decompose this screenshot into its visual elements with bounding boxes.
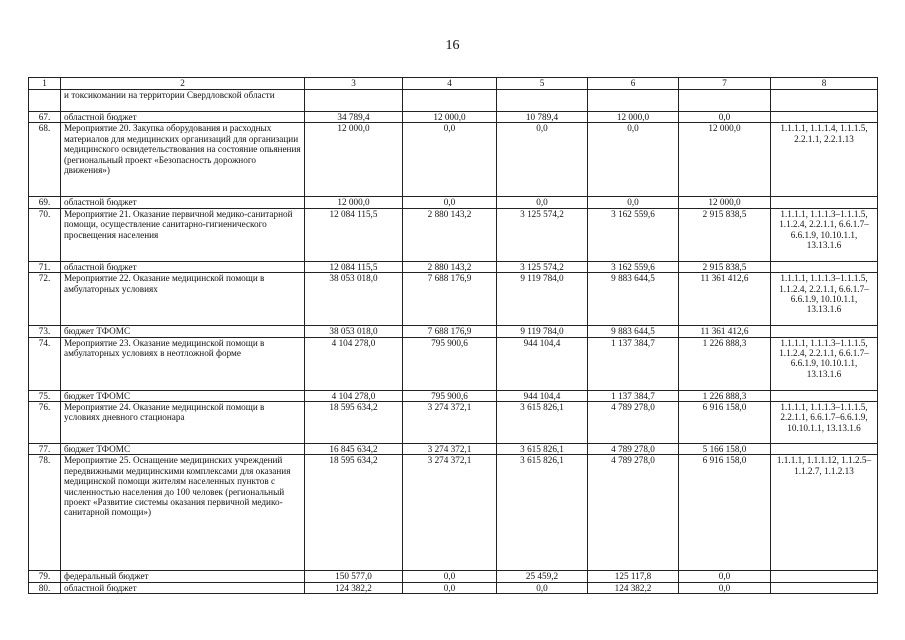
- target-indicators-cell: 1.1.1.1, 1.1.1.4, 1.1.1.5, 2.2.1.1, 2.2.1.13: [771, 123, 878, 197]
- amount-cell: 3 274 372,1: [403, 455, 497, 571]
- row-number-cell: 78.: [29, 455, 61, 571]
- amount-cell: 38 053 018,0: [305, 326, 403, 337]
- amount-cell: 11 361 412,6: [679, 326, 771, 337]
- amount-cell: 1 137 384,7: [588, 390, 679, 401]
- amount-cell: 3 274 372,1: [403, 402, 497, 444]
- amount-cell: 0,0: [403, 197, 497, 208]
- table-row: [29, 208, 878, 261]
- target-indicators-cell: [771, 112, 878, 123]
- target-indicators-cell: [771, 90, 878, 112]
- row-number-cell: 76.: [29, 402, 61, 444]
- amount-cell: 9 119 784,0: [497, 273, 588, 326]
- amount-cell: 9 883 644,5: [588, 326, 679, 337]
- row-number-cell: 73.: [29, 326, 61, 337]
- row-number-cell: 69.: [29, 197, 61, 208]
- amount-cell: 12 000,0: [403, 112, 497, 123]
- amount-cell: 2 880 143,2: [403, 208, 497, 261]
- description-cell: областной бюджет: [61, 112, 305, 123]
- amount-cell: [679, 90, 771, 112]
- amount-cell: [588, 90, 679, 112]
- table-row: [29, 326, 878, 337]
- table-row: [29, 455, 878, 571]
- amount-cell: 12 000,0: [305, 197, 403, 208]
- table-row: [29, 261, 878, 272]
- table-row: [29, 402, 878, 444]
- row-number-cell: 80.: [29, 582, 61, 593]
- amount-cell: 4 789 278,0: [588, 444, 679, 455]
- amount-cell: 125 117,8: [588, 571, 679, 582]
- row-number-cell: [29, 90, 61, 112]
- table-row: [29, 112, 878, 123]
- amount-cell: 7 688 176,9: [403, 326, 497, 337]
- amount-cell: 1 226 888,3: [679, 390, 771, 401]
- target-indicators-cell: [771, 326, 878, 337]
- description-cell: федеральный бюджет: [61, 571, 305, 582]
- amount-cell: 944 104,4: [497, 390, 588, 401]
- target-indicators-cell: [771, 261, 878, 272]
- amount-cell: 5 166 158,0: [679, 444, 771, 455]
- amount-cell: 12 000,0: [305, 123, 403, 197]
- header-cell: 5: [497, 78, 588, 90]
- amount-cell: 4 789 278,0: [588, 455, 679, 571]
- target-indicators-cell: 1.1.1.1, 1.1.1.3–1.1.1.5, 1.1.2.4, 2.2.1.1, 6.6.1.7–6.6.1.9, 10.10.1.1, 13.13.1.6: [771, 337, 878, 390]
- header-cell: 8: [771, 78, 878, 90]
- amount-cell: [497, 90, 588, 112]
- header-cell: 2: [61, 78, 305, 90]
- amount-cell: 10 789,4: [497, 112, 588, 123]
- amount-cell: 3 125 574,2: [497, 261, 588, 272]
- amount-cell: 12 000,0: [588, 112, 679, 123]
- amount-cell: 1 137 384,7: [588, 337, 679, 390]
- amount-cell: 3 162 559,6: [588, 261, 679, 272]
- amount-cell: 12 000,0: [679, 197, 771, 208]
- description-cell: Мероприятие 22. Оказание медицинской помощи в амбулаторных условиях: [61, 273, 305, 326]
- row-number-cell: 67.: [29, 112, 61, 123]
- row-number-cell: 79.: [29, 571, 61, 582]
- table-row: [29, 90, 878, 112]
- target-indicators-cell: [771, 582, 878, 593]
- amount-cell: [305, 90, 403, 112]
- amount-cell: 9 119 784,0: [497, 326, 588, 337]
- row-number-cell: 71.: [29, 261, 61, 272]
- amount-cell: 0,0: [403, 571, 497, 582]
- amount-cell: 3 125 574,2: [497, 208, 588, 261]
- amount-cell: 2 915 838,5: [679, 261, 771, 272]
- amount-cell: 18 595 634,2: [305, 402, 403, 444]
- amount-cell: 9 883 644,5: [588, 273, 679, 326]
- amount-cell: 150 577,0: [305, 571, 403, 582]
- amount-cell: 0,0: [497, 582, 588, 593]
- budget-table: [28, 77, 878, 594]
- target-indicators-cell: 1.1.1.1, 1.1.1.3–1.1.1.5, 2.2.1.1, 6.6.1.7–6.6.1.9, 10.10.1.1, 13.13.1.6: [771, 402, 878, 444]
- table-row: [29, 571, 878, 582]
- amount-cell: 795 900,6: [403, 390, 497, 401]
- amount-cell: [403, 90, 497, 112]
- amount-cell: 944 104,4: [497, 337, 588, 390]
- row-number-cell: 75.: [29, 390, 61, 401]
- amount-cell: 7 688 176,9: [403, 273, 497, 326]
- amount-cell: 12 084 115,5: [305, 261, 403, 272]
- amount-cell: 0,0: [497, 197, 588, 208]
- amount-cell: 1 226 888,3: [679, 337, 771, 390]
- row-number-cell: 68.: [29, 123, 61, 197]
- amount-cell: 16 845 634,2: [305, 444, 403, 455]
- table-row: [29, 390, 878, 401]
- table-row: [29, 444, 878, 455]
- row-number-cell: 74.: [29, 337, 61, 390]
- amount-cell: 12 000,0: [679, 123, 771, 197]
- row-number-cell: 70.: [29, 208, 61, 261]
- header-cell: 3: [305, 78, 403, 90]
- amount-cell: 3 274 372,1: [403, 444, 497, 455]
- header-cell: 6: [588, 78, 679, 90]
- amount-cell: 4 104 278,0: [305, 337, 403, 390]
- description-cell: областной бюджет: [61, 261, 305, 272]
- amount-cell: 0,0: [403, 123, 497, 197]
- description-cell: и токсикомании на территории Свердловской области: [61, 90, 305, 112]
- target-indicators-cell: 1.1.1.1, 1.1.1.12, 1.1.2.5–1.1.2.7, 1.1.2.13: [771, 455, 878, 571]
- target-indicators-cell: 1.1.1.1, 1.1.1.3–1.1.1.5, 1.1.2.4, 2.2.1.1, 6.6.1.7–6.6.1.9, 10.10.1.1, 13.13.1.6: [771, 273, 878, 326]
- target-indicators-cell: [771, 390, 878, 401]
- page-number: 16: [445, 38, 460, 53]
- table-row: [29, 273, 878, 326]
- description-cell: бюджет ТФОМС: [61, 390, 305, 401]
- amount-cell: 124 382,2: [305, 582, 403, 593]
- amount-cell: 6 916 158,0: [679, 402, 771, 444]
- amount-cell: 4 104 278,0: [305, 390, 403, 401]
- amount-cell: 2 880 143,2: [403, 261, 497, 272]
- description-cell: Мероприятие 21. Оказание первичной медико-санитарной помощи, осуществление санитарно-гигиенического просвещения населения: [61, 208, 305, 261]
- amount-cell: 3 162 559,6: [588, 208, 679, 261]
- description-cell: бюджет ТФОМС: [61, 326, 305, 337]
- row-number-cell: 77.: [29, 444, 61, 455]
- table-row: [29, 197, 878, 208]
- amount-cell: 38 053 018,0: [305, 273, 403, 326]
- amount-cell: 0,0: [588, 123, 679, 197]
- table-row: [29, 337, 878, 390]
- amount-cell: 34 789,4: [305, 112, 403, 123]
- amount-cell: 11 361 412,6: [679, 273, 771, 326]
- amount-cell: 3 615 826,1: [497, 455, 588, 571]
- amount-cell: 6 916 158,0: [679, 455, 771, 571]
- target-indicators-cell: [771, 571, 878, 582]
- header-cell: 1: [29, 78, 61, 90]
- description-cell: Мероприятие 23. Оказание медицинской помощи в амбулаторных условиях в неотложной форме: [61, 337, 305, 390]
- target-indicators-cell: 1.1.1.1, 1.1.1.3–1.1.1.5, 1.1.2.4, 2.2.1.1, 6.6.1.7–6.6.1.9, 10.10.1.1, 13.13.1.6: [771, 208, 878, 261]
- description-cell: Мероприятие 25. Оснащение медицинских учреждений передвижными медицинскими комплексами для оказания медицинской помощи жителям населенных пунктов с численностью населения до 100 человек (региональный проект «Развитие системы оказания первичной медико-санитарной помощи»): [61, 455, 305, 571]
- amount-cell: 0,0: [403, 582, 497, 593]
- header-cell: 7: [679, 78, 771, 90]
- amount-cell: 25 459,2: [497, 571, 588, 582]
- row-number-cell: 72.: [29, 273, 61, 326]
- description-cell: областной бюджет: [61, 582, 305, 593]
- table-row: [29, 582, 878, 593]
- description-cell: областной бюджет: [61, 197, 305, 208]
- amount-cell: 3 615 826,1: [497, 402, 588, 444]
- description-cell: Мероприятие 24. Оказание медицинской помощи в условиях дневного стационара: [61, 402, 305, 444]
- table-row: [29, 123, 878, 197]
- amount-cell: 0,0: [679, 582, 771, 593]
- amount-cell: 124 382,2: [588, 582, 679, 593]
- amount-cell: 0,0: [497, 123, 588, 197]
- amount-cell: 18 595 634,2: [305, 455, 403, 571]
- amount-cell: 0,0: [679, 112, 771, 123]
- amount-cell: 4 789 278,0: [588, 402, 679, 444]
- amount-cell: 0,0: [588, 197, 679, 208]
- amount-cell: 0,0: [679, 571, 771, 582]
- amount-cell: 2 915 838,5: [679, 208, 771, 261]
- description-cell: Мероприятие 20. Закупка оборудования и расходных материалов для медицинских организаций для организации медицинского освидетельствования на состояние опьянения (региональный проект «Безопасность дорожного движения»): [61, 123, 305, 197]
- amount-cell: 3 615 826,1: [497, 444, 588, 455]
- target-indicators-cell: [771, 444, 878, 455]
- description-cell: бюджет ТФОМС: [61, 444, 305, 455]
- header-cell: 4: [403, 78, 497, 90]
- amount-cell: 795 900,6: [403, 337, 497, 390]
- header-row: [29, 78, 878, 90]
- target-indicators-cell: [771, 197, 878, 208]
- amount-cell: 12 084 115,5: [305, 208, 403, 261]
